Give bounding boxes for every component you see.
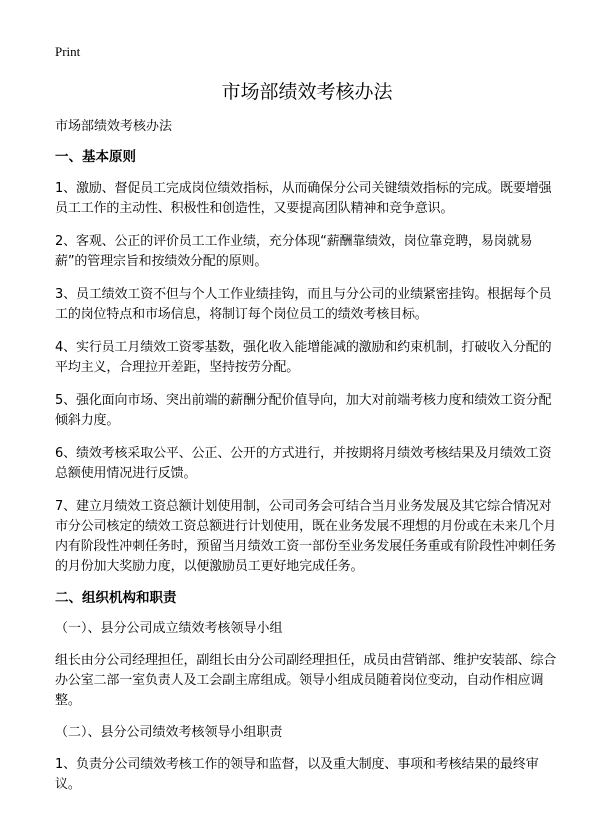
section-heading-basic-principles: 一、基本原则 <box>55 149 136 165</box>
principle-item-6: 6、绩效考核采取公平、公正、公开的方式进行，并按期将月绩效考核结果及月绩效工资总额使用情况进行反馈。 <box>55 446 552 481</box>
principle-item-2: 2、客观、公正的评价员工工作业绩，充分体现“薪酬靠绩效，岗位靠竞聘，易岗就易薪”的管理宗旨和按绩效分配的原则。 <box>55 234 533 269</box>
subsection-heading-group-duties: （二）、县分公司绩效考核领导小组职责 <box>55 725 283 740</box>
print-link[interactable]: Print <box>55 44 81 59</box>
principle-item-4: 4、实行员工月绩效工资零基数，强化收入能增能减的激励和约束机制，打破收入分配的平均主义，合理拉开差距，坚持按劳分配。 <box>55 340 552 375</box>
subsection-heading-leading-group: （一）、县分公司成立绩效考核领导小组 <box>55 621 283 636</box>
leading-group-description: 组长由分公司经理担任，副组长由分公司副经理担任，成员由营销部、维护安装部、综合办公室二部一室负责人及工会副主席组成。领导小组成员随着岗位变动，自动作相应调整。 <box>55 653 557 708</box>
principle-item-5: 5、强化面向市场、突出前端的薪酬分配价值导向，加大对前端考核力度和绩效工资分配倾斜力度。 <box>55 393 552 428</box>
group-duty-item-1: 1、负责分公司绩效考核工作的领导和监督，以及重大制度、事项和考核结果的最终审议。 <box>55 757 539 792</box>
principle-item-3: 3、员工绩效工资不但与个人工作业绩挂钩，而且与分公司的业绩紧密挂钩。根据每个员工的岗位特点和市场信息，将制订每个岗位员工的绩效考核目标。 <box>55 287 552 322</box>
section-heading-organization: 二、组织机构和职责 <box>55 590 177 606</box>
principle-item-1: 1、激励、督促员工完成岗位绩效指标，从而确保分公司关键绩效指标的完成。既要增强员工工作的主动性、积极性和创造性，又要提高团队精神和竞争意识。 <box>55 181 552 216</box>
document-subtitle: 市场部绩效考核办法 <box>55 119 173 134</box>
principle-item-7: 7、建立月绩效工资总额计划使用制，公司司务会可结合当月业务发展及其它综合情况对市分公司核定的绩效工资总额进行计划使用，既在业务发展不理想的月份或在未来几个月内有阶段性冲刺任务时，预留当月绩效工资一部份至业务发展任务重或有阶段性冲刺任务的月份加大奖励力度，以便激励员工更好地完成任务。 <box>55 499 557 574</box>
document-title: 市场部绩效考核办法 <box>221 81 393 103</box>
